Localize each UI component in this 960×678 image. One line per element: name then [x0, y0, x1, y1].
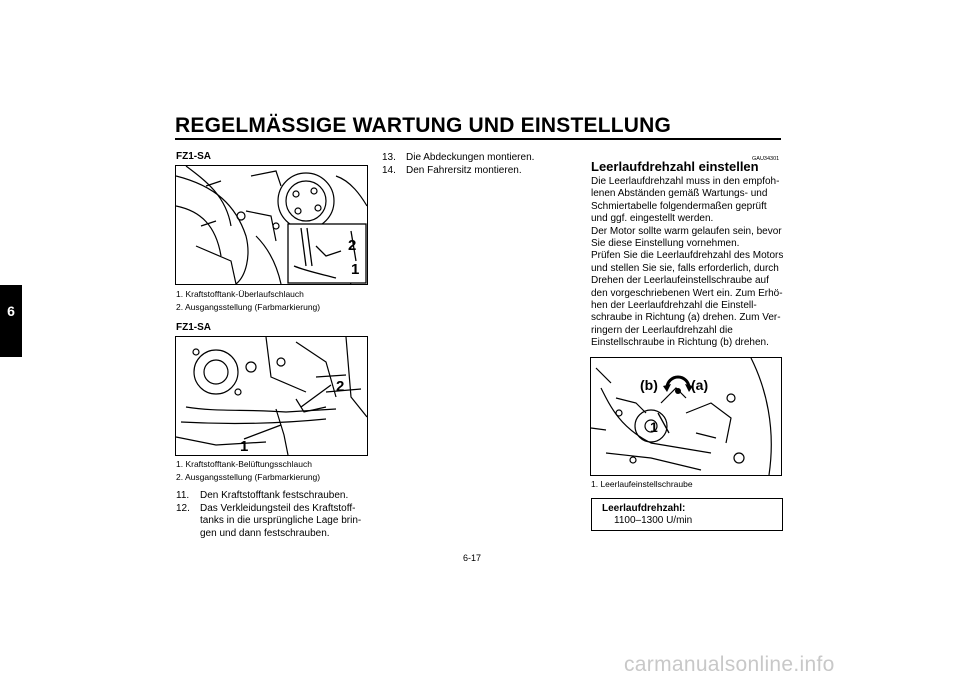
figure2-callout-2: 2	[336, 378, 345, 395]
step-14	[382, 165, 534, 178]
step-13	[382, 152, 534, 165]
paragraph-line: Der Motor sollte warm gelaufen sein, bevor	[591, 225, 782, 237]
middle-steps	[382, 152, 534, 177]
paragraph-line: Die Leerlaufdrehzahl muss in den empfoh-	[591, 176, 780, 187]
figure2-captions	[176, 458, 320, 484]
direction-label-a: (a)	[691, 377, 709, 393]
figure1-captions	[176, 288, 320, 314]
paragraph-line: ringern der Leerlaufdrehzahl die	[591, 324, 733, 336]
section-code: GAU34301	[752, 156, 780, 162]
paragraph-line: lenen Abständen gemäß Wartungs- und	[591, 188, 768, 200]
section-heading: Leerlaufdrehzahl einstellen	[591, 159, 759, 174]
step-11	[176, 490, 361, 503]
step-line: Den Kraftstofftank festschrauben.	[200, 490, 349, 501]
page-number: 6-17	[463, 553, 482, 563]
paragraph-line: Sie diese Einstellung vornehmen.	[591, 238, 740, 250]
chapter-tab	[0, 285, 22, 357]
figure2-model-label: FZ1-SA	[176, 322, 211, 333]
step-number: 12.	[176, 502, 190, 514]
step-12	[176, 503, 361, 541]
step-line: Den Fahrersitz montieren.	[406, 164, 522, 176]
paragraph-line: und ggf. eingestellt werden.	[591, 213, 714, 225]
section-paragraph	[591, 176, 783, 350]
paragraph-line: Prüfen Sie die Leerlaufdrehzahl des Motors	[591, 250, 784, 262]
figure2-photo	[175, 336, 368, 456]
spec-value: 1100–1300 U/min	[614, 515, 693, 526]
idle-speed-spec-box	[591, 498, 783, 531]
step-line: gen und dann festschrauben.	[200, 527, 330, 539]
spec-label: Leerlaufdrehzahl:	[602, 503, 686, 514]
figure1-callout-1: 1	[351, 261, 360, 278]
step-line: tanks in die ursprüngliche Lage brin-	[200, 515, 362, 526]
paragraph-line: hen der Leerlaufdrehzahl die Einstell-	[591, 300, 757, 312]
step-number: 13.	[382, 152, 396, 163]
figure1-callout-2: 2	[348, 237, 357, 254]
title-rule	[175, 138, 781, 140]
paragraph-line: und stellen Sie sie, falls erforderlich, durch	[591, 262, 779, 274]
figure2-caption-2: 2. Ausgangsstellung (Farbmarkierung)	[176, 472, 321, 482]
watermark: carmanualsonline.info	[624, 653, 835, 676]
figure1-caption-2: 2. Ausgangsstellung (Farbmarkierung)	[176, 302, 321, 312]
idle-screw-figure	[590, 357, 782, 476]
figure2-callout-1: 1	[240, 438, 249, 455]
step-line: Das Verkleidungsteil des Kraftstoff-	[200, 502, 356, 514]
page-title: REGELMÄSSIGE WARTUNG UND EINSTELLUNG	[175, 114, 672, 137]
left-steps	[176, 490, 361, 540]
figure1-model-label: FZ1-SA	[176, 151, 211, 162]
figure2-caption-1: 1. Kraftstofftank-Belüftungsschlauch	[176, 459, 312, 469]
figure-callout-1: 1	[650, 419, 658, 435]
figure1-photo	[175, 165, 368, 285]
step-line: Die Abdeckungen montieren.	[406, 152, 535, 163]
idle-screw-caption: 1. Leerlaufeinstellschraube	[591, 479, 693, 489]
step-number: 14.	[382, 164, 396, 176]
figure1-caption-1: 1. Kraftstofftank-Überlaufschlauch	[176, 289, 304, 299]
paragraph-line: den vorgeschriebenen Wert ein. Zum Erhö-	[591, 287, 783, 299]
chapter-number: 6	[7, 303, 15, 319]
paragraph-line: Einstellschraube in Richtung (b) drehen.	[591, 337, 769, 349]
paragraph-line: Drehen der Leerlaufeinstellschraube auf	[591, 275, 769, 287]
paragraph-line: schraube in Richtung (a) drehen. Zum Ver-	[591, 312, 781, 324]
step-number: 11.	[176, 490, 190, 501]
direction-label-b: (b)	[640, 377, 658, 393]
paragraph-line: Schmiertabelle folgendermaßen geprüft	[591, 200, 767, 212]
